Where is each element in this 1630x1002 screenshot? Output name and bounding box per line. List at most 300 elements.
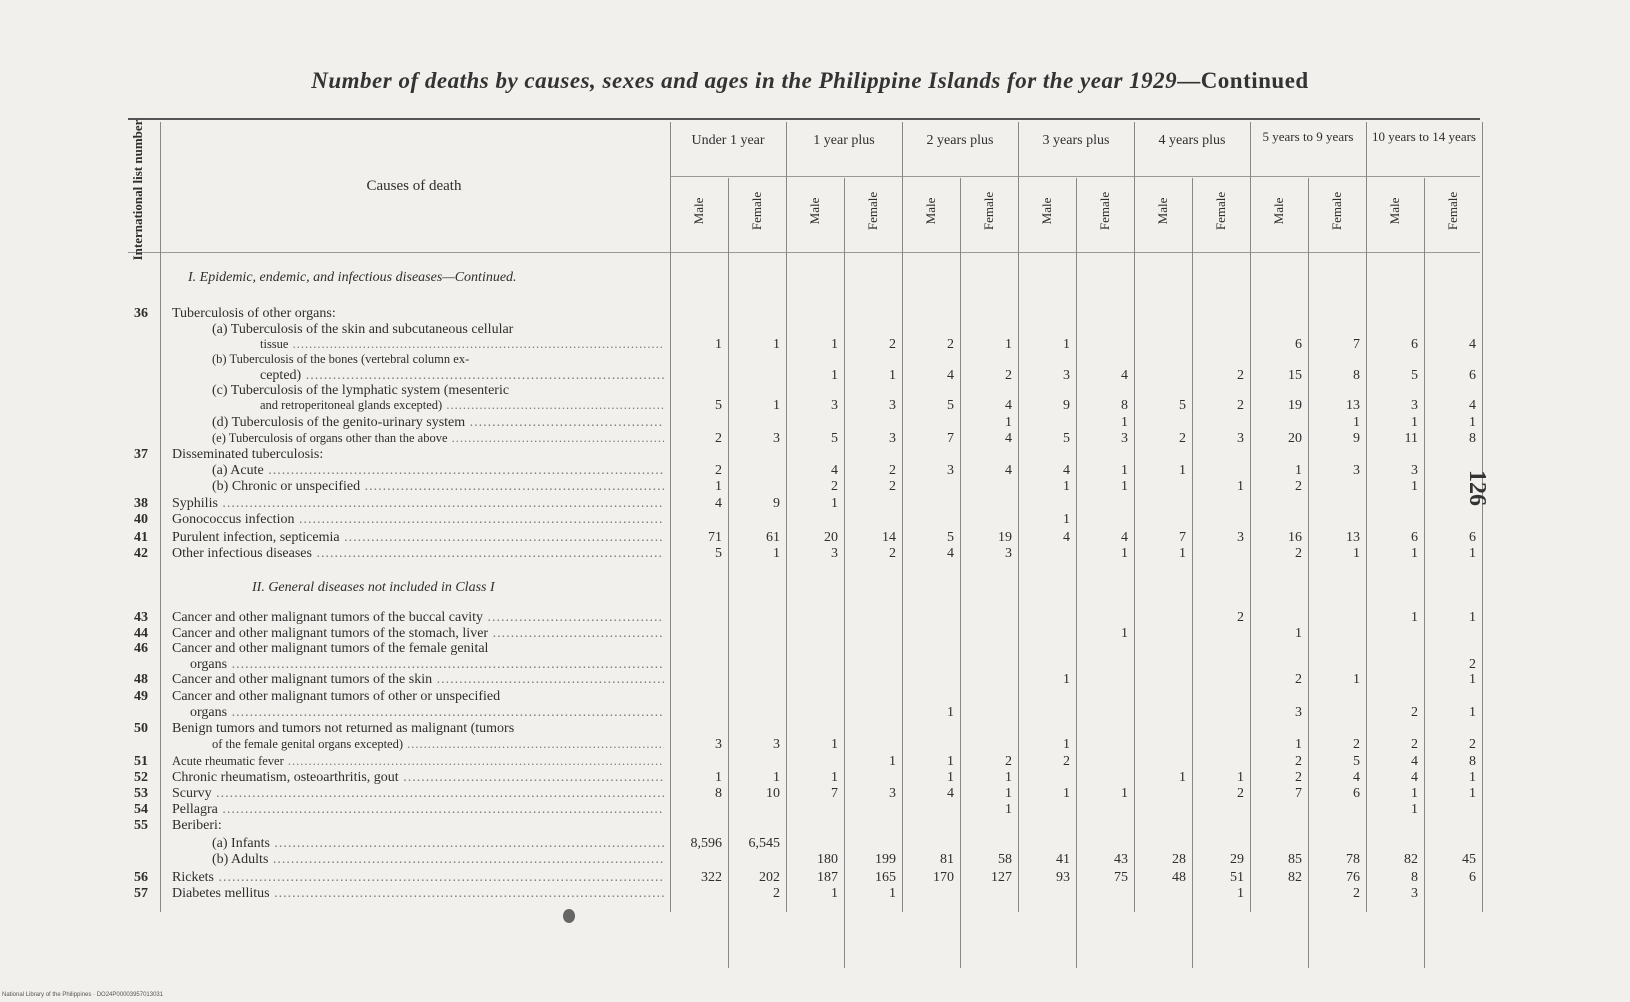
page-number: 126 bbox=[1464, 470, 1490, 506]
count-cell: 71 bbox=[708, 530, 722, 545]
title-text: Number of deaths by causes, sexes and ages in the Philippine Islands for the year 1929 bbox=[311, 68, 1178, 93]
count-cell: 6 bbox=[1469, 530, 1476, 545]
count-cell: 2 bbox=[1469, 657, 1476, 672]
female-header-text: Female bbox=[981, 191, 996, 231]
count-cell: 1 bbox=[1005, 337, 1012, 352]
cause-label: Cancer and other malignant tumors of other or unspecified bbox=[172, 689, 501, 704]
count-cell: 1 bbox=[773, 398, 780, 413]
count-cell: 3 bbox=[947, 463, 954, 478]
count-cell: 1 bbox=[1469, 415, 1476, 430]
count-cell: 6 bbox=[1411, 337, 1418, 352]
count-cell: 29 bbox=[1230, 852, 1244, 867]
count-cell: 2 bbox=[1237, 610, 1244, 625]
age-group-rule bbox=[670, 176, 1480, 177]
count-cell: 3 bbox=[1411, 463, 1418, 478]
list-number: 55 bbox=[134, 818, 148, 833]
age-group-header: 3 years plus bbox=[1042, 133, 1110, 148]
count-cell: 1 bbox=[1411, 415, 1418, 430]
count-cell: 81 bbox=[940, 852, 954, 867]
count-cell: 1 bbox=[1005, 786, 1012, 801]
count-cell: 13 bbox=[1346, 530, 1360, 545]
cause-label: Disseminated tuberculosis: bbox=[172, 447, 324, 462]
female-header bbox=[848, 180, 898, 242]
count-cell: 1 bbox=[1121, 463, 1128, 478]
count-cell: 13 bbox=[1346, 398, 1360, 413]
count-cell: 4 bbox=[1353, 770, 1360, 785]
age-group-header: 4 years plus bbox=[1158, 133, 1226, 148]
count-cell: 1 bbox=[1469, 786, 1476, 801]
count-cell: 1 bbox=[1005, 802, 1012, 817]
count-cell: 1 bbox=[889, 754, 896, 769]
count-cell: 1 bbox=[715, 337, 722, 352]
cause-label: organs ..... bbox=[190, 657, 664, 672]
count-cell: 1 bbox=[1121, 626, 1128, 641]
section-heading: II. General diseases not included in Class I bbox=[252, 580, 495, 595]
count-cell: 1 bbox=[947, 770, 954, 785]
count-cell: 3 bbox=[831, 546, 838, 561]
count-cell: 20 bbox=[824, 530, 838, 545]
count-cell: 4 bbox=[1005, 431, 1012, 446]
count-cell: 1 bbox=[1179, 463, 1186, 478]
count-cell: 3 bbox=[1005, 546, 1012, 561]
count-cell: 2 bbox=[1063, 754, 1070, 769]
count-cell: 3 bbox=[889, 398, 896, 413]
count-cell: 187 bbox=[817, 870, 838, 885]
cause-label: (e) Tuberculosis of organs other than the above ..... bbox=[212, 431, 664, 446]
count-cell: 51 bbox=[1230, 870, 1244, 885]
count-cell: 1 bbox=[1469, 546, 1476, 561]
count-cell: 5 bbox=[1353, 754, 1360, 769]
count-cell: 6 bbox=[1469, 368, 1476, 383]
cause-label: Cancer and other malignant tumors of the buccal cavity ..... bbox=[172, 610, 664, 625]
cause-label: Diabetes mellitus ..... bbox=[172, 886, 664, 901]
count-cell: 2 bbox=[1005, 368, 1012, 383]
cause-label: Tuberculosis of other organs: bbox=[172, 306, 336, 321]
list-number: 41 bbox=[134, 530, 148, 545]
causes-of-death-header: Causes of death bbox=[366, 178, 462, 194]
count-cell: 58 bbox=[998, 852, 1012, 867]
count-cell: 1 bbox=[831, 368, 838, 383]
count-cell: 7 bbox=[1353, 337, 1360, 352]
male-header-text: Male bbox=[1155, 197, 1170, 225]
count-cell: 2 bbox=[1005, 754, 1012, 769]
male-header-text: Male bbox=[1271, 197, 1286, 225]
female-header-text: Female bbox=[1097, 191, 1112, 231]
column-rule bbox=[960, 178, 961, 968]
count-cell: 1 bbox=[1411, 610, 1418, 625]
cause-label: Pellagra ..... bbox=[172, 802, 664, 817]
count-cell: 9 bbox=[773, 496, 780, 511]
column-rule bbox=[728, 178, 729, 968]
male-header bbox=[1138, 180, 1188, 242]
list-number: 40 bbox=[134, 512, 148, 527]
count-cell: 1 bbox=[831, 496, 838, 511]
count-cell: 8 bbox=[1469, 754, 1476, 769]
column-rule bbox=[902, 122, 903, 912]
list-number: 38 bbox=[134, 496, 148, 511]
list-number: 57 bbox=[134, 886, 148, 901]
cause-label: tissue ..... bbox=[260, 337, 664, 352]
cause-label: (c) Tuberculosis of the lymphatic system (mesenteric bbox=[212, 383, 510, 398]
female-header bbox=[732, 180, 782, 242]
count-cell: 1 bbox=[1353, 415, 1360, 430]
count-cell: 1 bbox=[1237, 770, 1244, 785]
count-cell: 4 bbox=[1469, 337, 1476, 352]
count-cell: 2 bbox=[889, 546, 896, 561]
female-header bbox=[1428, 180, 1478, 242]
ink-spot bbox=[563, 909, 575, 923]
count-cell: 1 bbox=[831, 886, 838, 901]
count-cell: 1 bbox=[1295, 737, 1302, 752]
cause-label: (b) Adults ..... bbox=[212, 852, 664, 867]
count-cell: 1 bbox=[1005, 415, 1012, 430]
count-cell: 1 bbox=[1469, 610, 1476, 625]
count-cell: 7 bbox=[947, 431, 954, 446]
count-cell: 2 bbox=[1469, 737, 1476, 752]
count-cell: 82 bbox=[1288, 870, 1302, 885]
count-cell: 6 bbox=[1411, 530, 1418, 545]
column-rule bbox=[1076, 178, 1077, 968]
cause-label: (a) Acute ..... bbox=[212, 463, 664, 478]
count-cell: 2 bbox=[889, 479, 896, 494]
count-cell: 1 bbox=[831, 337, 838, 352]
count-cell: 10 bbox=[766, 786, 780, 801]
count-cell: 5 bbox=[947, 530, 954, 545]
count-cell: 3 bbox=[1353, 463, 1360, 478]
cause-label: (a) Infants ..... bbox=[212, 836, 664, 851]
page-title bbox=[200, 68, 1420, 94]
count-cell: 4 bbox=[715, 496, 722, 511]
count-cell: 1 bbox=[1353, 546, 1360, 561]
count-cell: 2 bbox=[831, 479, 838, 494]
count-cell: 1 bbox=[1063, 479, 1070, 494]
cause-label: Beriberi: bbox=[172, 818, 222, 833]
footer-credit: National Library of the Philippines · DO24P00003957013031 bbox=[2, 992, 164, 998]
count-cell: 1 bbox=[1063, 737, 1070, 752]
cause-label: Chronic rheumatism, osteoarthritis, gout ..... bbox=[172, 770, 664, 785]
count-cell: 82 bbox=[1404, 852, 1418, 867]
count-cell: 3 bbox=[773, 737, 780, 752]
count-cell: 93 bbox=[1056, 870, 1070, 885]
count-cell: 3 bbox=[1237, 431, 1244, 446]
column-rule bbox=[786, 122, 787, 912]
count-cell: 5 bbox=[1063, 431, 1070, 446]
count-cell: 2 bbox=[1237, 786, 1244, 801]
cause-label: of the female genital organs excepted) ..... bbox=[212, 737, 664, 752]
count-cell: 1 bbox=[1063, 512, 1070, 527]
female-header bbox=[964, 180, 1014, 242]
count-cell: 1 bbox=[715, 479, 722, 494]
count-cell: 2 bbox=[1295, 754, 1302, 769]
count-cell: 5 bbox=[831, 431, 838, 446]
count-cell: 8,596 bbox=[690, 836, 722, 851]
count-cell: 5 bbox=[1411, 368, 1418, 383]
female-header-text: Female bbox=[1329, 191, 1344, 231]
list-number: 50 bbox=[134, 721, 148, 736]
male-header bbox=[674, 180, 724, 242]
count-cell: 2 bbox=[1353, 737, 1360, 752]
count-cell: 1 bbox=[1295, 626, 1302, 641]
count-cell: 1 bbox=[1469, 770, 1476, 785]
count-cell: 1 bbox=[773, 770, 780, 785]
top-rule bbox=[128, 118, 1480, 120]
count-cell: 2 bbox=[1411, 737, 1418, 752]
count-cell: 78 bbox=[1346, 852, 1360, 867]
count-cell: 4 bbox=[1121, 368, 1128, 383]
count-cell: 1 bbox=[1121, 479, 1128, 494]
column-rule bbox=[1192, 178, 1193, 968]
count-cell: 15 bbox=[1288, 368, 1302, 383]
count-cell: 11 bbox=[1404, 431, 1418, 446]
count-cell: 4 bbox=[1063, 463, 1070, 478]
column-rule bbox=[1366, 122, 1367, 912]
count-cell: 1 bbox=[947, 754, 954, 769]
count-cell: 75 bbox=[1114, 870, 1128, 885]
cause-label: Cancer and other malignant tumors of the skin ..... bbox=[172, 672, 664, 687]
male-header bbox=[790, 180, 840, 242]
count-cell: 2 bbox=[715, 431, 722, 446]
count-cell: 165 bbox=[875, 870, 896, 885]
count-cell: 61 bbox=[766, 530, 780, 545]
column-rule bbox=[1482, 122, 1483, 912]
count-cell: 9 bbox=[1353, 431, 1360, 446]
cause-label: Rickets ..... bbox=[172, 870, 664, 885]
count-cell: 1 bbox=[1469, 705, 1476, 720]
count-cell: 322 bbox=[701, 870, 722, 885]
count-cell: 1 bbox=[1469, 672, 1476, 687]
cause-label: organs ..... bbox=[190, 705, 664, 720]
count-cell: 1 bbox=[947, 705, 954, 720]
count-cell: 1 bbox=[1353, 672, 1360, 687]
count-cell: 2 bbox=[1295, 546, 1302, 561]
male-header-text: Male bbox=[807, 197, 822, 225]
count-cell: 5 bbox=[715, 546, 722, 561]
list-number: 54 bbox=[134, 802, 148, 817]
count-cell: 4 bbox=[1469, 398, 1476, 413]
count-cell: 2 bbox=[1411, 705, 1418, 720]
count-cell: 1 bbox=[1179, 770, 1186, 785]
list-number: 42 bbox=[134, 546, 148, 561]
male-header-text: Male bbox=[1039, 197, 1054, 225]
intl-list-number-header: International list number bbox=[130, 119, 145, 261]
column-rule bbox=[1308, 178, 1309, 968]
count-cell: 4 bbox=[1005, 398, 1012, 413]
count-cell: 2 bbox=[889, 337, 896, 352]
male-header bbox=[1254, 180, 1304, 242]
age-group-header: Under 1 year bbox=[691, 133, 765, 148]
count-cell: 2 bbox=[773, 886, 780, 901]
count-cell: 3 bbox=[715, 737, 722, 752]
count-cell: 1 bbox=[1005, 770, 1012, 785]
count-cell: 180 bbox=[817, 852, 838, 867]
count-cell: 2 bbox=[1237, 368, 1244, 383]
count-cell: 127 bbox=[991, 870, 1012, 885]
count-cell: 3 bbox=[1063, 368, 1070, 383]
male-header bbox=[1370, 180, 1420, 242]
female-header-text: Female bbox=[865, 191, 880, 231]
count-cell: 6,545 bbox=[748, 836, 780, 851]
count-cell: 4 bbox=[1411, 754, 1418, 769]
count-cell: 4 bbox=[947, 546, 954, 561]
count-cell: 1 bbox=[1121, 786, 1128, 801]
count-cell: 6 bbox=[1353, 786, 1360, 801]
count-cell: 3 bbox=[773, 431, 780, 446]
cause-label: (a) Tuberculosis of the skin and subcutaneous cellular bbox=[212, 322, 514, 337]
female-header-text: Female bbox=[1213, 191, 1228, 231]
list-number: 36 bbox=[134, 306, 148, 321]
count-cell: 48 bbox=[1172, 870, 1186, 885]
count-cell: 4 bbox=[1121, 530, 1128, 545]
cause-label: Benign tumors and tumors not returned as malignant (tumors bbox=[172, 721, 515, 736]
list-number: 53 bbox=[134, 786, 148, 801]
list-number: 44 bbox=[134, 626, 148, 641]
count-cell: 170 bbox=[933, 870, 954, 885]
male-header-text: Male bbox=[923, 197, 938, 225]
count-cell: 202 bbox=[759, 870, 780, 885]
female-header-text: Female bbox=[749, 191, 764, 231]
age-group-header: 1 year plus bbox=[813, 133, 875, 148]
count-cell: 8 bbox=[1411, 870, 1418, 885]
count-cell: 3 bbox=[889, 431, 896, 446]
count-cell: 2 bbox=[1237, 398, 1244, 413]
count-cell: 1 bbox=[1411, 786, 1418, 801]
count-cell: 5 bbox=[715, 398, 722, 413]
male-header-text: Male bbox=[691, 197, 706, 225]
cause-label: Cancer and other malignant tumors of the stomach, liver ..... bbox=[172, 626, 664, 641]
count-cell: 1 bbox=[773, 337, 780, 352]
female-header bbox=[1196, 180, 1246, 242]
cause-label: Gonococcus infection ..... bbox=[172, 512, 664, 527]
count-cell: 19 bbox=[998, 530, 1012, 545]
count-cell: 1 bbox=[1411, 802, 1418, 817]
cause-label: (d) Tuberculosis of the genito-urinary system ..... bbox=[212, 415, 664, 430]
list-number: 56 bbox=[134, 870, 148, 885]
count-cell: 1 bbox=[889, 368, 896, 383]
count-cell: 1 bbox=[831, 737, 838, 752]
cause-label: Acute rheumatic fever ..... bbox=[172, 754, 664, 769]
cause-label: (b) Tuberculosis of the bones (vertebral column ex- bbox=[212, 352, 470, 366]
column-rule bbox=[160, 122, 161, 912]
count-cell: 4 bbox=[947, 368, 954, 383]
count-cell: 2 bbox=[947, 337, 954, 352]
count-cell: 4 bbox=[831, 463, 838, 478]
column-rule bbox=[1250, 122, 1251, 912]
cause-label: Scurvy ..... bbox=[172, 786, 664, 801]
column-rule bbox=[670, 122, 671, 912]
age-group-header: 2 years plus bbox=[926, 133, 994, 148]
count-cell: 2 bbox=[715, 463, 722, 478]
count-cell: 3 bbox=[1411, 886, 1418, 901]
count-cell: 4 bbox=[1411, 770, 1418, 785]
count-cell: 76 bbox=[1346, 870, 1360, 885]
female-header bbox=[1080, 180, 1130, 242]
count-cell: 8 bbox=[1353, 368, 1360, 383]
header-bottom-rule bbox=[128, 252, 1480, 253]
count-cell: 2 bbox=[1295, 672, 1302, 687]
count-cell: 4 bbox=[1063, 530, 1070, 545]
count-cell: 1 bbox=[831, 770, 838, 785]
count-cell: 1 bbox=[1063, 337, 1070, 352]
count-cell: 8 bbox=[715, 786, 722, 801]
count-cell: 85 bbox=[1288, 852, 1302, 867]
count-cell: 20 bbox=[1288, 431, 1302, 446]
count-cell: 1 bbox=[1237, 886, 1244, 901]
title-suffix: —Continued bbox=[1177, 68, 1309, 93]
list-number: 49 bbox=[134, 689, 148, 704]
list-number: 37 bbox=[134, 447, 148, 462]
column-rule bbox=[844, 178, 845, 968]
list-number: 48 bbox=[134, 672, 148, 687]
count-cell: 1 bbox=[1063, 672, 1070, 687]
count-cell: 1 bbox=[889, 886, 896, 901]
count-cell: 4 bbox=[947, 786, 954, 801]
age-group-header: 10 years to 14 years bbox=[1372, 129, 1476, 144]
count-cell: 1 bbox=[1121, 415, 1128, 430]
count-cell: 9 bbox=[1063, 398, 1070, 413]
count-cell: 3 bbox=[1121, 431, 1128, 446]
count-cell: 1 bbox=[1237, 479, 1244, 494]
cause-label: and retroperitoneal glands excepted) ..... bbox=[260, 398, 664, 413]
cause-label: Cancer and other malignant tumors of the female genital bbox=[172, 641, 489, 656]
count-cell: 41 bbox=[1056, 852, 1070, 867]
count-cell: 3 bbox=[831, 398, 838, 413]
cause-label: Other infectious diseases ..... bbox=[172, 546, 664, 561]
count-cell: 1 bbox=[1121, 546, 1128, 561]
column-rule bbox=[1424, 178, 1425, 968]
count-cell: 8 bbox=[1469, 431, 1476, 446]
count-cell: 14 bbox=[882, 530, 896, 545]
age-group-header: 5 years to 9 years bbox=[1262, 129, 1354, 144]
count-cell: 199 bbox=[875, 852, 896, 867]
count-cell: 1 bbox=[1179, 546, 1186, 561]
count-cell: 7 bbox=[1295, 786, 1302, 801]
list-number: 51 bbox=[134, 754, 148, 769]
list-number: 52 bbox=[134, 770, 148, 785]
count-cell: 1 bbox=[773, 546, 780, 561]
count-cell: 1 bbox=[1411, 546, 1418, 561]
count-cell: 4 bbox=[1005, 463, 1012, 478]
count-cell: 6 bbox=[1469, 870, 1476, 885]
count-cell: 2 bbox=[1295, 479, 1302, 494]
cause-label: cepted) ..... bbox=[260, 368, 664, 383]
count-cell: 1 bbox=[715, 770, 722, 785]
count-cell: 3 bbox=[1411, 398, 1418, 413]
cause-label: Purulent infection, septicemia ..... bbox=[172, 530, 664, 545]
count-cell: 5 bbox=[947, 398, 954, 413]
male-header bbox=[906, 180, 956, 242]
count-cell: 45 bbox=[1462, 852, 1476, 867]
female-header-text: Female bbox=[1445, 191, 1460, 231]
count-cell: 7 bbox=[1179, 530, 1186, 545]
count-cell: 2 bbox=[889, 463, 896, 478]
count-cell: 7 bbox=[831, 786, 838, 801]
count-cell: 3 bbox=[1237, 530, 1244, 545]
count-cell: 16 bbox=[1288, 530, 1302, 545]
count-cell: 2 bbox=[1179, 431, 1186, 446]
count-cell: 6 bbox=[1295, 337, 1302, 352]
list-number: 43 bbox=[134, 610, 148, 625]
count-cell: 1 bbox=[1411, 479, 1418, 494]
count-cell: 1 bbox=[1295, 463, 1302, 478]
count-cell: 28 bbox=[1172, 852, 1186, 867]
count-cell: 3 bbox=[1295, 705, 1302, 720]
column-rule bbox=[1134, 122, 1135, 912]
count-cell: 43 bbox=[1114, 852, 1128, 867]
column-rule bbox=[1018, 122, 1019, 912]
count-cell: 3 bbox=[889, 786, 896, 801]
list-number: 46 bbox=[134, 641, 148, 656]
count-cell: 2 bbox=[1295, 770, 1302, 785]
